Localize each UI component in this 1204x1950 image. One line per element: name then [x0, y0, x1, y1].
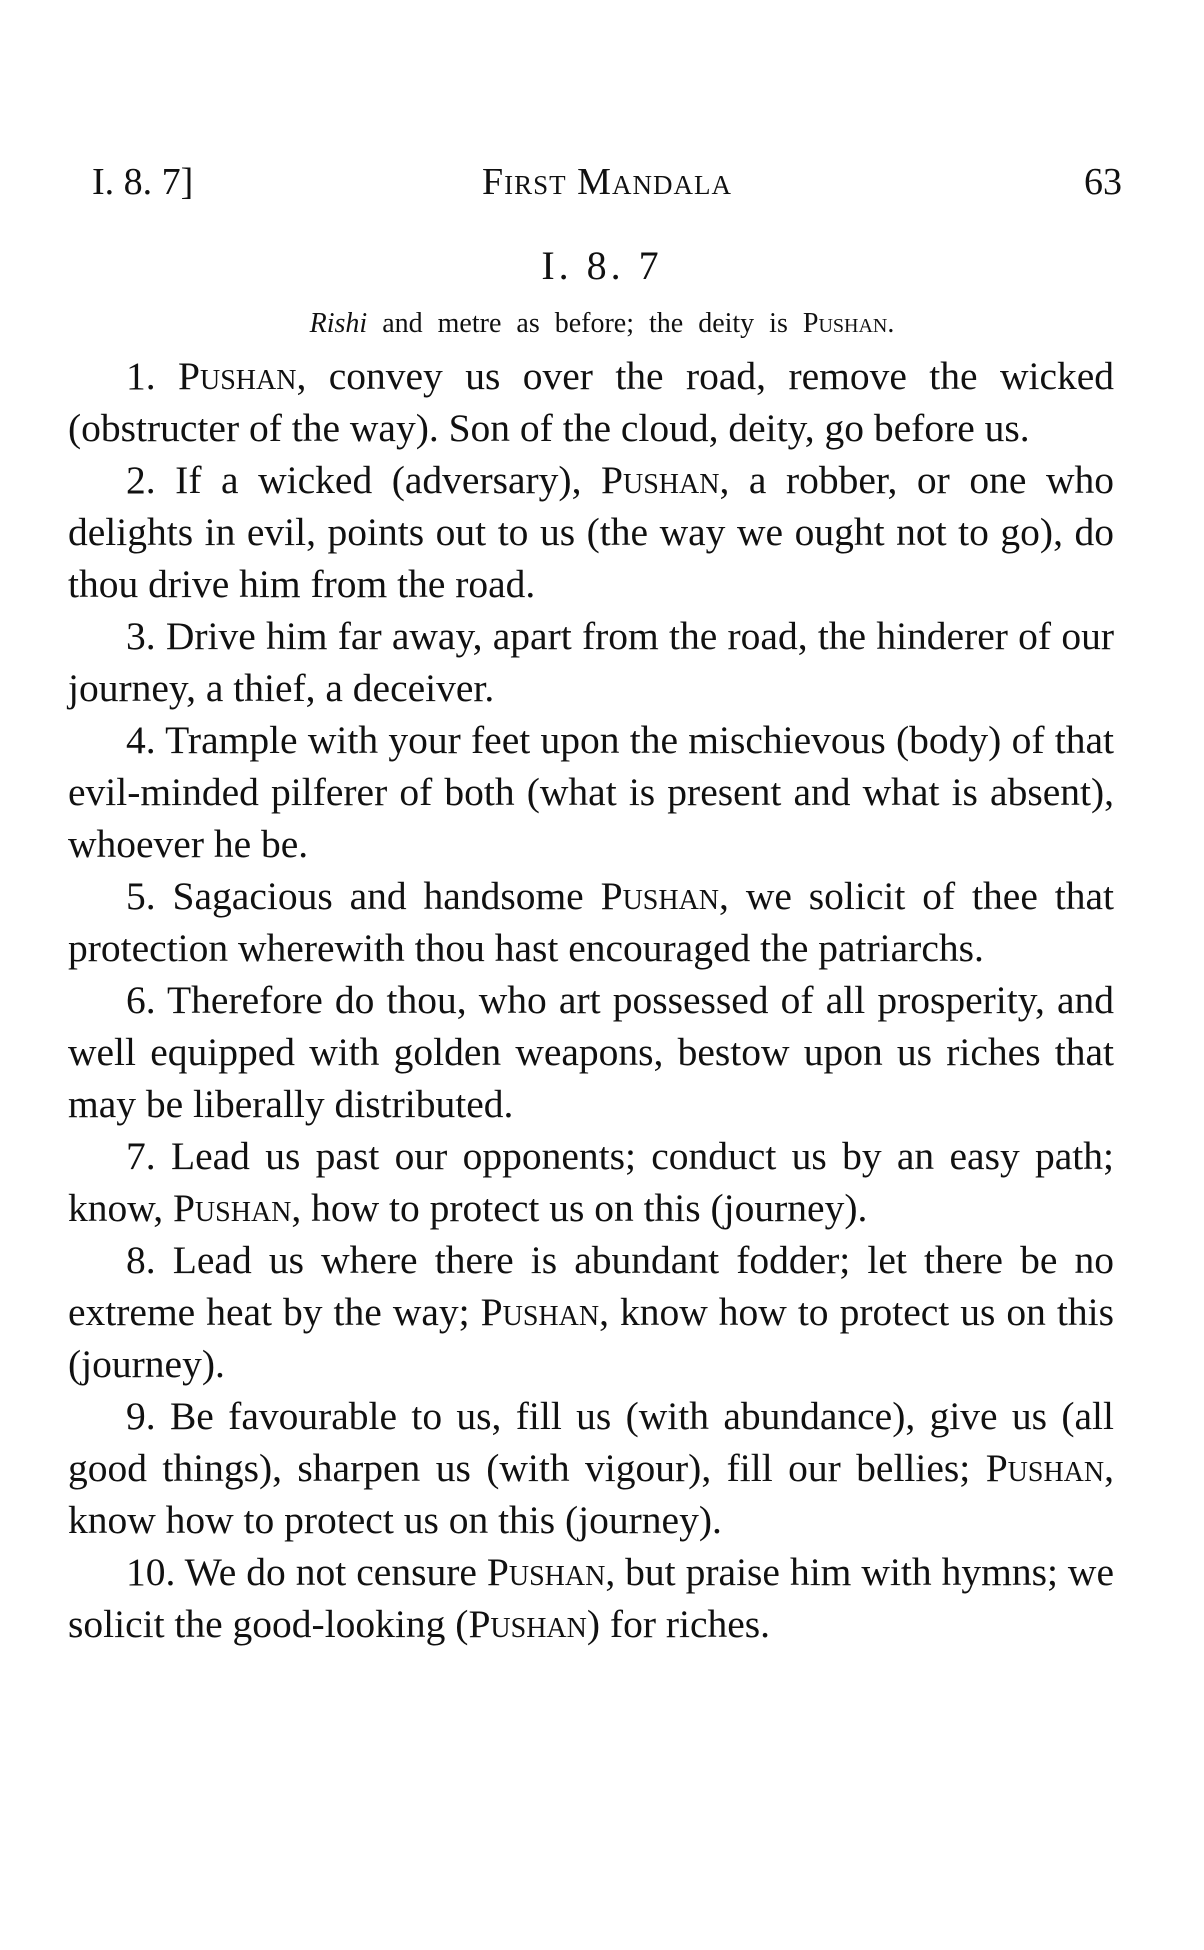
verse-8	[68, 1234, 1114, 1390]
verse-3	[68, 610, 1114, 714]
verse-text: ) for riches.	[586, 1602, 771, 1646]
deity-name: Pushan	[600, 874, 720, 918]
verse-9	[68, 1390, 1114, 1546]
verse-list	[68, 350, 1114, 1650]
deity-name: Pushan	[601, 458, 720, 502]
verse-2	[68, 454, 1114, 610]
verse-6	[68, 974, 1114, 1130]
running-head-title: First Mandala	[482, 161, 732, 203]
verse-text: 8. Lead us where there is abundant fodder; let there be no extreme heat by the way;	[68, 1238, 1114, 1334]
attribution-text: and metre as before; the deity is	[382, 308, 788, 339]
verse-1	[68, 350, 1114, 454]
verse-text: , know how to protect us on this (journey).	[68, 1446, 1114, 1542]
deity-name: Pushan	[172, 1186, 292, 1230]
deity-name: Pushan	[178, 354, 297, 398]
page-number: 63	[1084, 161, 1122, 203]
running-head	[92, 160, 1122, 220]
attribution-deity: Pushan.	[802, 308, 895, 339]
verse-text: 1.	[126, 354, 179, 398]
hymn-number: I. 8. 7	[541, 243, 663, 288]
verse-text: , but praise him with hymns; we solicit the good-looking (	[68, 1550, 1114, 1646]
verse-5	[68, 870, 1114, 974]
deity-name: Pushan	[480, 1290, 600, 1334]
verse-text: , a robber, or one who delights in evil, points out to us (the way we ought not to go), do thou drive him from the road.	[68, 458, 1114, 606]
deity-name: Pushan	[468, 1602, 587, 1646]
verse-text: , know how to protect us on this (journey).	[68, 1290, 1114, 1386]
verse-7	[68, 1130, 1114, 1234]
running-head-reference: I. 8. 7]	[92, 161, 194, 203]
verse-text: 5. Sagacious and handsome	[126, 874, 601, 918]
verse-text: 7. Lead us past our opponents; conduct us by an easy path; know,	[68, 1134, 1114, 1230]
verse-10	[68, 1546, 1114, 1650]
verse-text: , convey us over the road, remove the wicked (obstructer of the way). Son of the cloud, deity, go before us.	[68, 354, 1115, 450]
verse-text: 9. Be favourable to us, fill us (with abundance), give us (all good things), sharpen us (with vigour), fill our bellies;	[68, 1394, 1114, 1490]
verse-text: , how to protect us on this (journey).	[291, 1186, 868, 1230]
verse-text: 10. We do not censure	[126, 1550, 487, 1594]
verse-text: 4. Trample with your feet upon the mischievous (body) of that evil-minded pilferer of both (what is present and what is absent), whoever he be.	[68, 718, 1114, 866]
verse-text: , we solicit of thee that protection wherewith thou hast encouraged the patriarchs.	[68, 874, 1114, 970]
deity-name: Pushan	[985, 1446, 1105, 1490]
hymn-attribution	[0, 308, 1204, 340]
verse-text: 6. Therefore do thou, who art possessed of all prosperity, and well equipped with golden weapons, bestow upon us riches that may be liberally distributed.	[68, 978, 1114, 1126]
verse-4	[68, 714, 1114, 870]
deity-name: Pushan	[486, 1550, 606, 1594]
attribution-rishi: Rishi	[309, 308, 368, 339]
verse-text: 3. Drive him far away, apart from the road, the hinderer of our journey, a thief, a deceiver.	[68, 614, 1114, 710]
verse-text: 2. If a wicked (adversary),	[126, 458, 602, 502]
